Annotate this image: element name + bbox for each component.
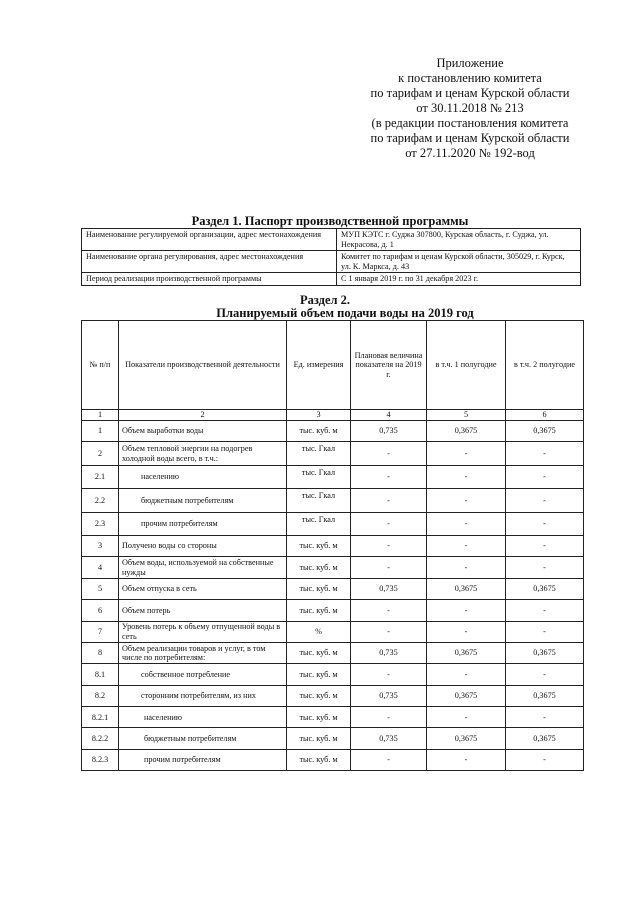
table-row	[82, 685, 584, 706]
row-unit: тыс. куб. м	[287, 685, 351, 706]
header-line: (в редакции постановления комитета	[371, 116, 569, 130]
row-half1-value: -	[427, 535, 506, 556]
row-unit: тыс. Гкал	[287, 465, 351, 488]
row-plan-value: -	[351, 600, 427, 621]
row-plan-value: 0,735	[351, 421, 427, 442]
col-number: 4	[351, 410, 427, 421]
row-indicator: населению	[119, 707, 287, 728]
row-half1-value: -	[427, 749, 506, 770]
row-indicator: прочим потребителям	[119, 749, 287, 770]
row-half2-value: -	[506, 512, 584, 535]
table-row	[82, 512, 584, 535]
section2-title: Раздел 2.	[299, 293, 351, 307]
row-indicator: прочим потребителям	[119, 512, 287, 535]
water-volume-table	[81, 320, 584, 771]
passport-label: Наименование регулируемой организации, адрес местонахождения	[82, 229, 337, 251]
row-num: 8.2	[82, 685, 119, 706]
row-num: 8.2.2	[82, 728, 119, 749]
row-half2-value: -	[506, 489, 584, 512]
header-line: Приложение	[436, 56, 504, 70]
row-half2-value: 0,3675	[506, 728, 584, 749]
row-plan-value: -	[351, 442, 427, 465]
table-row	[82, 707, 584, 728]
row-num: 3	[82, 535, 119, 556]
row-plan-value: 0,735	[351, 642, 427, 663]
table-row	[82, 557, 584, 578]
row-unit: %	[287, 621, 351, 642]
row-unit: тыс. Гкал	[287, 512, 351, 535]
document-header	[330, 56, 610, 161]
table-row	[82, 489, 584, 512]
row-num: 6	[82, 600, 119, 621]
col-number: 5	[427, 410, 506, 421]
col-header-indicator: Показатели производственной деятельности	[119, 321, 287, 410]
passport-table	[81, 228, 581, 286]
col-number: 6	[506, 410, 584, 421]
row-half2-value: -	[506, 664, 584, 685]
row-plan-value: -	[351, 465, 427, 488]
row-half1-value: -	[427, 489, 506, 512]
row-half2-value: -	[506, 621, 584, 642]
row-half1-value: -	[427, 707, 506, 728]
header-line: от 27.11.2020 № 192-вод	[405, 146, 535, 160]
passport-value: МУП КЭТС г. Суджа 307800, Курская область, г. Суджа, ул. Некрасова, д. 1	[337, 229, 581, 251]
row-half2-value: 0,3675	[506, 642, 584, 663]
row-half2-value: -	[506, 442, 584, 465]
table-row	[82, 465, 584, 488]
row-indicator: Объем тепловой энергии на подогрев холодной воды всего, в т.ч.:	[119, 442, 287, 465]
row-half1-value: -	[427, 442, 506, 465]
passport-value: С 1 января 2019 г. по 31 декабря 2023 г.	[337, 273, 581, 286]
row-indicator: сторонним потребителям, из них	[119, 685, 287, 706]
row-unit: тыс. Гкал	[287, 442, 351, 465]
col-header-half1: в т.ч. 1 полугодие	[427, 321, 506, 410]
table-row	[82, 642, 584, 663]
row-half2-value: 0,3675	[506, 421, 584, 442]
column-number-row	[82, 410, 584, 421]
row-plan-value: -	[351, 749, 427, 770]
col-number: 2	[119, 410, 287, 421]
row-half2-value: -	[506, 465, 584, 488]
section1-title: Раздел 1. Паспорт производственной программы	[191, 214, 469, 228]
row-unit: тыс. куб. м	[287, 421, 351, 442]
row-half1-value: -	[427, 512, 506, 535]
row-num: 8.2.1	[82, 707, 119, 728]
col-header-plan: Плановая величина показателя на 2019 г.	[351, 321, 427, 410]
row-unit: тыс. куб. м	[287, 557, 351, 578]
header-line: от 30.11.2018 № 213	[416, 101, 524, 115]
row-unit: тыс. куб. м	[287, 728, 351, 749]
row-half2-value: -	[506, 557, 584, 578]
row-num: 2.3	[82, 512, 119, 535]
row-indicator: Объем реализации товаров и услуг, в том числе по потребителям:	[119, 642, 287, 663]
row-unit: тыс. куб. м	[287, 707, 351, 728]
row-indicator: Объем потерь	[119, 600, 287, 621]
row-plan-value: -	[351, 489, 427, 512]
table-row	[82, 621, 584, 642]
row-half1-value: 0,3675	[427, 642, 506, 663]
row-half1-value: -	[427, 600, 506, 621]
row-plan-value: 0,735	[351, 685, 427, 706]
table-header-row	[82, 321, 584, 410]
col-number: 3	[287, 410, 351, 421]
row-num: 2.1	[82, 465, 119, 488]
row-unit: тыс. куб. м	[287, 749, 351, 770]
col-number: 1	[82, 410, 119, 421]
row-half1-value: -	[427, 557, 506, 578]
header-line: по тарифам и ценам Курской области	[370, 131, 570, 145]
header-line: по тарифам и ценам Курской области	[370, 86, 570, 100]
row-half2-value: 0,3675	[506, 685, 584, 706]
col-header-half2: в т.ч. 2 полугодие	[506, 321, 584, 410]
row-indicator: Получено воды со стороны	[119, 535, 287, 556]
row-plan-value: -	[351, 621, 427, 642]
table-row	[82, 728, 584, 749]
row-half2-value: -	[506, 707, 584, 728]
row-half1-value: 0,3675	[427, 421, 506, 442]
row-num: 2	[82, 442, 119, 465]
table-row	[82, 600, 584, 621]
row-indicator: Объем выработки воды	[119, 421, 287, 442]
row-plan-value: 0,735	[351, 728, 427, 749]
table-body	[82, 421, 584, 771]
row-num: 5	[82, 578, 119, 599]
row-indicator: населению	[119, 465, 287, 488]
row-indicator: бюджетным потребителям	[119, 489, 287, 512]
row-num: 8.1	[82, 664, 119, 685]
passport-row	[82, 273, 581, 286]
table-row	[82, 535, 584, 556]
row-half1-value: 0,3675	[427, 578, 506, 599]
row-unit: тыс. куб. м	[287, 664, 351, 685]
passport-value: Комитет по тарифам и ценам Курской области, 305029, г. Курск, ул. К. Маркса, д. 43	[337, 251, 581, 273]
row-half2-value: -	[506, 749, 584, 770]
row-half1-value: 0,3675	[427, 728, 506, 749]
row-num: 8	[82, 642, 119, 663]
row-indicator: собственное потребление	[119, 664, 287, 685]
row-plan-value: -	[351, 707, 427, 728]
row-num: 4	[82, 557, 119, 578]
col-header-unit: Ед. измерения	[287, 321, 351, 410]
row-plan-value: -	[351, 664, 427, 685]
row-unit: тыс. куб. м	[287, 578, 351, 599]
header-line: к постановлению комитета	[398, 71, 542, 85]
row-half2-value: -	[506, 535, 584, 556]
row-num: 8.2.3	[82, 749, 119, 770]
table-row	[82, 578, 584, 599]
row-indicator: Уровень потерь к объему отпущенной воды в сеть	[119, 621, 287, 642]
row-indicator: бюджетным потребителям	[119, 728, 287, 749]
row-unit: тыс. Гкал	[287, 489, 351, 512]
row-half2-value: 0,3675	[506, 578, 584, 599]
row-num: 2.2	[82, 489, 119, 512]
row-indicator: Объем отпуска в сеть	[119, 578, 287, 599]
row-half1-value: -	[427, 621, 506, 642]
passport-label: Период реализации производственной программы	[82, 273, 337, 286]
col-header-num: № п/п	[82, 321, 119, 410]
row-unit: тыс. куб. м	[287, 600, 351, 621]
row-unit: тыс. куб. м	[287, 535, 351, 556]
row-half1-value: -	[427, 465, 506, 488]
row-num: 1	[82, 421, 119, 442]
passport-label: Наименование органа регулирования, адрес местонахождения	[82, 251, 337, 273]
table-row	[82, 749, 584, 770]
row-half1-value: 0,3675	[427, 685, 506, 706]
table-row	[82, 442, 584, 465]
row-half1-value: -	[427, 664, 506, 685]
row-half2-value: -	[506, 600, 584, 621]
passport-row	[82, 229, 581, 251]
row-plan-value: -	[351, 512, 427, 535]
row-plan-value: 0,735	[351, 578, 427, 599]
section2-subtitle: Планируемый объем подачи воды на 2019 год	[216, 306, 474, 320]
passport-row	[82, 251, 581, 273]
table-row	[82, 664, 584, 685]
row-indicator: Объем воды, используемой на собственные нужды	[119, 557, 287, 578]
row-unit: тыс. куб. м	[287, 642, 351, 663]
row-plan-value: -	[351, 535, 427, 556]
row-plan-value: -	[351, 557, 427, 578]
table-row	[82, 421, 584, 442]
row-num: 7	[82, 621, 119, 642]
